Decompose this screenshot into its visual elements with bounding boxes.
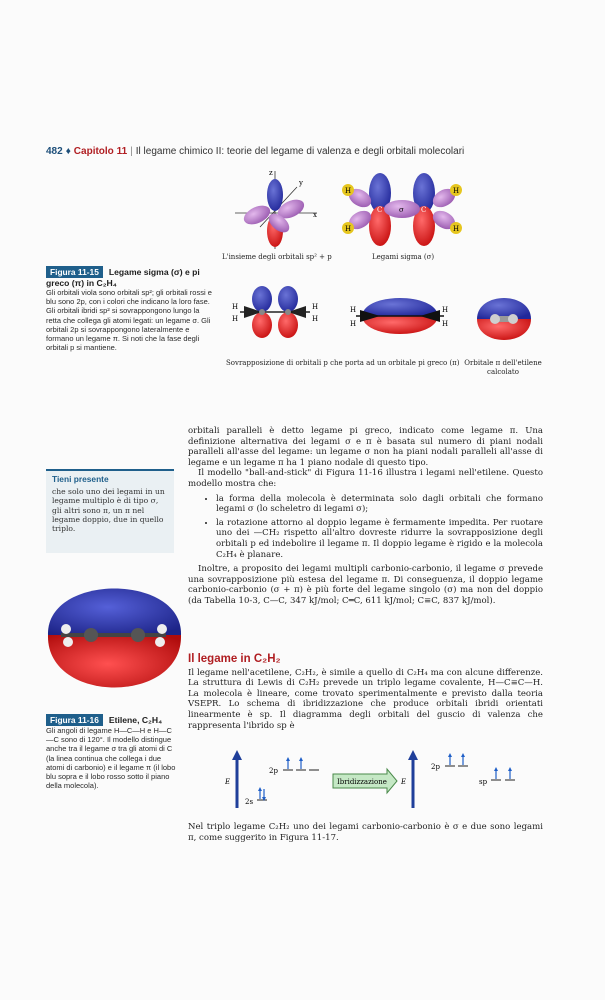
paragraph-3: Inoltre, a proposito dei legami multipli carbonio-carbonio, il legame σ prevede una sovrapposizione più estesa del legame π. Di conseguenza, il doppio legame carbonio-carbonio (σ + π) è più forte del legame singolo (σ) ma non del doppio (da Tabella 10-3, C—C, 347 kJ/mol; C═C, 611 kJ/mol; C≡C, 837 kJ/mol).: [188, 564, 543, 606]
ethylene-pi-calc-figure: [475, 289, 533, 349]
atom-h-label: H: [345, 225, 352, 233]
figure-title: Legame sigma (σ) e pi greco (π) in C₂H₄: [46, 267, 200, 288]
page-number: 482: [46, 146, 63, 157]
pi-orbital-figure: [350, 288, 450, 346]
pi-calc-caption: Orbitale π dell'etilene calcolato: [464, 359, 542, 376]
body-column: [188, 426, 543, 607]
tieni-text: che solo uno dei legami in un legame multiplo è di tipo σ, gli altri sono π, un π nel legame doppio, due in quello triplo.: [52, 487, 165, 534]
atom-h-label: H: [232, 303, 239, 311]
atom-h-label: H: [350, 320, 357, 328]
figure-11-16-caption: [46, 714, 176, 790]
running-header: [46, 146, 464, 157]
tieni-presente-box: [46, 469, 174, 553]
figure-11-15-caption: [46, 266, 216, 352]
axis-z-label: z: [269, 169, 273, 177]
sp2-caption: L'insieme degli orbitali sp² + p: [222, 253, 332, 261]
header-bullet: ♦: [65, 146, 71, 157]
atom-c-label: C: [377, 206, 383, 214]
bullet-item: • la forma della molecola è determinata solo dagli orbitali che formano legami σ (lo scheletro di legami σ);: [216, 494, 543, 515]
atom-h-label: H: [350, 306, 357, 314]
atom-h-label: H: [453, 225, 460, 233]
atom-h-label: H: [312, 315, 319, 323]
sigma-bonds-figure: [340, 168, 465, 248]
bullet-item: • la rotazione attorno al doppio legame è fermamente impedita. Per ruotare uno dei —CH₂ rispetto all'altro dovreste ridurre la sovrapposizione degli orbitali p ed indebolire il legame π. Il doppio legame è rigido e la molecola C₂H₄ è planare.: [216, 518, 543, 560]
level-2s-label: 2s: [245, 798, 254, 806]
section-heading: Il legame in C₂H₂: [188, 653, 281, 665]
figure-label: Figura 11-15: [46, 266, 103, 278]
sp2-orbital-set-figure: [225, 165, 325, 253]
level-2p-label: 2p: [431, 763, 440, 771]
p-overlap-figure: [230, 285, 325, 345]
energy-label: E: [225, 778, 231, 786]
sigma-label: σ: [399, 206, 404, 214]
paragraph-1: orbitali paralleli è detto legame pi greco, indicato come legame π. Una definizione alternativa dei legami σ e π è basata sul numero di piani nodali paralleli all'asse del legame: un legame σ non ha piani nodali paralleli all'asse di legame e un legame π ha 1 piano nodale di questo tipo.: [188, 426, 543, 468]
figure-label: Figura 11-16: [46, 714, 103, 726]
chapter-label: Capitolo 11: [73, 146, 128, 157]
section-acetylene: [188, 654, 543, 731]
figure-title: Etilene, C₂H₄: [108, 715, 163, 725]
hybridization-diagram: [225, 750, 525, 812]
ethylene-model-figure: [46, 565, 183, 707]
atom-h-label: H: [453, 187, 460, 195]
header-separator: |: [130, 146, 133, 157]
energy-label: E: [401, 778, 407, 786]
atom-h-label: H: [345, 187, 352, 195]
axis-x-label: x: [313, 211, 317, 219]
axis-y-label: y: [299, 179, 303, 187]
atom-h-label: H: [442, 306, 449, 314]
sigma-caption: Legami sigma (σ): [372, 253, 435, 261]
atom-c-label: C: [421, 206, 427, 214]
final-paragraph-block: [188, 822, 543, 843]
atom-h-label: H: [232, 315, 239, 323]
atom-h-label: H: [442, 320, 449, 328]
level-sp-label: sp: [479, 778, 488, 786]
tieni-title: Tieni presente: [52, 474, 109, 484]
paragraph-4: Il legame nell'acetilene, C₂H₂, è simile a quello di C₂H₄ ma con alcune differenze. La struttura di Lewis di C₂H₂ prevede un triplo legame covalente, H—C≡C—H. La molecola è lineare, come trovato sperimentalmente e previsto dalla teoria VSEPR. Lo schema di ibridizzazione che produce orbitali ibridi orientati linearmente è sp. Il diagramma degli orbitali del guscio di valenza che rappresenta l'ibrido sp è: [188, 667, 543, 731]
figure-caption-text: Gli angoli di legame H—C—H e H—C—C sono di 120°. Il modello distingue anche tra il legame σ tra gli atomi di C (la linea continua che collega i due atomi di carbonio) e il legame π (il lobo blu sopra e il lobo rosso sotto il piano della molecola).: [46, 726, 176, 791]
overlap-caption: Sovrapposizione di orbitali p che porta ad un orbitale pi greco (π): [226, 359, 460, 367]
figure-caption-text: Gli orbitali viola sono orbitali sp²; gli orbitali rossi e blu sono 2p, con i colori che indicano la loro fase. Gli orbitali ibridi sp² si sovrappongono lungo la retta che collega gli atomi legati: un legame σ. Gli orbitali 2p si sovrappongono lateralmente e formano un legame π. Si noti che la fase degli orbitali p si mantiene.: [46, 288, 212, 353]
bullet-list: [188, 494, 543, 561]
level-2p-label: 2p: [269, 767, 278, 775]
hybridization-arrow-label: Ibridizzazione: [337, 778, 387, 786]
atom-h-label: H: [312, 303, 319, 311]
paragraph-2: Il modello "ball-and-stick" di Figura 11-16 illustra i legami nell'etilene. Questo modello mostra che:: [188, 468, 543, 489]
chapter-title: Il legame chimico II: teorie del legame di valenza e degli orbitali molecolari: [135, 146, 465, 157]
paragraph-5: Nel triplo legame C₂H₂ uno dei legami carbonio-carbonio è σ e due sono legami π, come suggerito in Figura 11-17.: [188, 822, 543, 843]
